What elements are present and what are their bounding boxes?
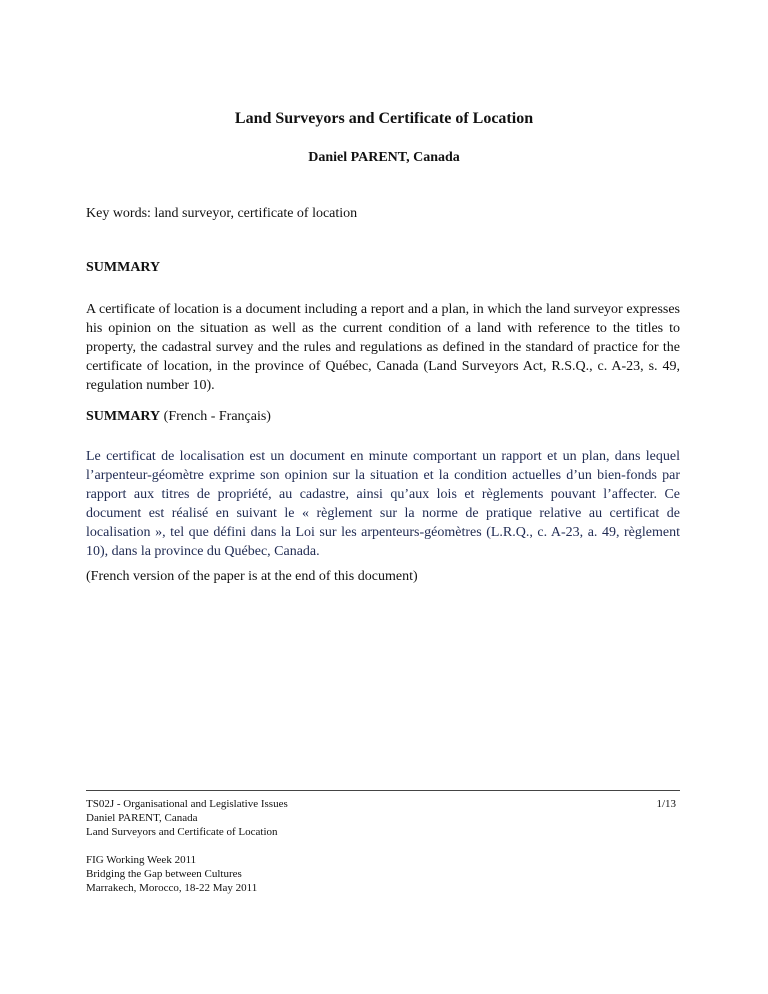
paper-author: Daniel PARENT, Canada [308, 150, 460, 165]
footer-divider [86, 790, 680, 791]
summary-french-heading-bold: SUMMARY [86, 409, 161, 424]
summary-french-heading-suffix: (French - Français) [160, 409, 271, 424]
footer-location: Marrakech, Morocco, 18-22 May 2011 [86, 882, 258, 894]
footer-spacer [86, 839, 288, 853]
footer-title: Land Surveyors and Certificate of Location [86, 826, 278, 838]
footer-theme: Bridging the Gap between Cultures [86, 868, 242, 880]
summary-french-heading [86, 409, 271, 425]
footer-event: FIG Working Week 2011 [86, 854, 197, 866]
summary-paragraph: A certificate of location is a document including a report and a plan, in which the land surveyor expresses his opinion on the situation as well as the current condition of a land with reference to the titles to property, the cadastral survey and the rules and regulations as defined in the standard of practice for the certificate of location, in the province of Québec, Canada (Land Surveyors Act, R.S.Q., c. A-23, s. 49, regulation number 10). [86, 302, 680, 393]
summary-heading: SUMMARY [86, 260, 161, 275]
paper-title: Land Surveyors and Certificate of Location [234, 110, 534, 127]
footer-info [86, 797, 288, 895]
keywords: Key words: land surveyor, certificate of location [86, 206, 358, 221]
footer-session: TS02J - Organisational and Legislative Issues [86, 798, 288, 810]
summary-french-paragraph: Le certificat de localisation est un document en minute comportant un rapport et un plan, dans lequel l’arpenteur-géomètre exprime son opinion sur la situation et la condition actuelles d’un bien-fonds par rapport aux titres de propriété, au cadastre, ainsi qu’aux lois et règlements pouvant l’affecter. Ce document est réalisé en suivant le « règlement sur la norme de pratique relative au certificat de localisation », tel que défini dans la Loi sur les arpenteurs-géomètres (L.R.Q., c. A-23, a. 49, règlement 10), dans la province du Québec, Canada. [86, 449, 680, 559]
footer-author: Daniel PARENT, Canada [86, 812, 198, 824]
page-number: 1/13 [656, 798, 676, 810]
french-version-note: (French version of the paper is at the end of this document) [86, 569, 418, 584]
